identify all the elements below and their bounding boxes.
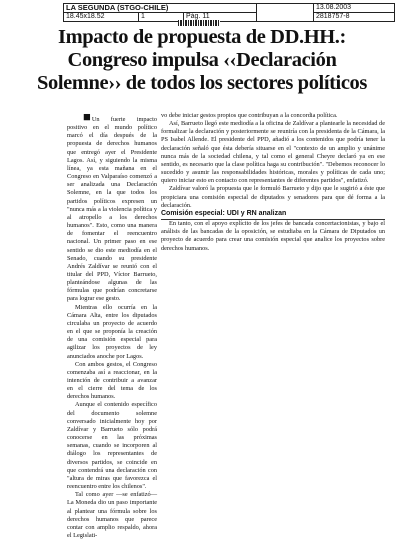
- clipping-header: [63, 3, 395, 22]
- headline-line-3: Solemne›› de todos los sectores políticos: [37, 72, 367, 94]
- paragraph: Aunque el contenido específico del documento solemne conversado inicialmente hoy por Zaldívar y Barrueto sólo podrá conocerse en las próximas semanas, cuando se incorporen al diálogo los representantes de diversos partidos, se coincide en que contendrá una declaración con "altura de miras que favorezca el reencuentro entre los chilenos".: [67, 401, 157, 491]
- clip-dimensions: 18.45x18.52: [64, 13, 139, 21]
- paragraph: Mientras ello ocurría en la Cámara Alta, entre los diputados circulaba un proyecto de acuerdo en el que se proponía la creación de una comisión especial para agilizar los proyectos de ley anunciados anoche por Lagos.: [67, 303, 157, 360]
- paragraph: Tal como ayer —se enfatizó— La Moneda dio un paso importante al plantear una fórmula sobre los derechos humanos que parece contar con amplio respaldo, ahora el Legislati-: [67, 491, 157, 539]
- article-column-1: [67, 109, 157, 540]
- paragraph: Así, Barrueto llegó este mediodía a la oficina de Zaldívar a plantearle la necesidad de formalizar la declaración y posteriormente se reuniría con la presidenta de la Cámara, la PS Isabel Allende. El presidente del PPD, añadió a los contenidos que podría tener la declaración señaló que ésta debería situarse en el "contexto de un amplio y unánime nunca más de la sociedad chilena, y tal como el general Cheyre declaró ya en ese sentido, es necesario que la clase política haga su contribución". "Debemos reconocer lo sucedido y asumir las responsabilidades históricas, morales y políticas de cada uno; quiero iniciar esto en contacto con representantes de diferentes partidos", enfatizó.: [161, 120, 385, 185]
- paragraph: Zaldívar valoró la propuesta que le formuló Barrueto y dijo que le sugirió a éste que propiciara una comisión especial de diputados y senadores para que dé forma a la declaración.: [161, 185, 385, 209]
- paragraph: ■Un fuerte impacto positivo en el mundo político marcó el día después de la propuesta de derechos humanos que entregó ayer el Presidente Lagos. Así, y siguiendo la misma línea, ya esta mañana en el Congreso en Valparaíso comenzó a ser analizada una Declaración Solemne, en la que todos los partidos políticos expresen un "nunca más a la violencia política y al atropello a los derechos humanos". Esto, como una manera de fomentar el reencuentro nacional. Un primer paso en ese sentido se dio este mediodía en el Senado, cuando su presidente Andrés Zaldívar se reunió con el titular del PPD, Víctor Barrueto, planteándose algunas de las fórmulas que podrían concretarse para lograr ese gesto.: [67, 109, 157, 303]
- clip-page-count: 1: [139, 13, 184, 21]
- clip-date: 13.08.2003: [314, 4, 395, 13]
- paragraph: En tanto, con el apoyo explícito de los jefes de bancada concertacionistas, y bajo el análisis de las bancadas de la oposición, se estudiaba en la Cámara de Diputados un proyecto de acuerdo para crear una comisión especial que analice los proyectos sobre derechos humanos.: [161, 220, 385, 252]
- headline-line-2: Congreso impulsa ‹‹Declaración: [67, 49, 337, 71]
- section-subhead: Comisión especial: UDI y RN analizan: [161, 210, 385, 220]
- clip-id: 2818757-8: [314, 13, 395, 22]
- clip-page: Pág. 11: [186, 13, 210, 20]
- drop-cap-marker: ■: [83, 109, 91, 124]
- headline: [8, 26, 396, 95]
- headline-line-1: Impacto de propuesta de DD.HH.:: [58, 26, 346, 48]
- publication-name: LA SEGUNDA (STGO-CHILE): [64, 4, 257, 13]
- paragraph: vo debe iniciar gestos propios que contribuyan a la concordia política.: [161, 112, 338, 119]
- paragraph: Con ambos gestos, el Congreso comenzaba así a reaccionar, en la intención de contribuir a avanzar en el cierre del tema de los derechos humanos.: [67, 360, 157, 401]
- article-column-2: [161, 112, 385, 253]
